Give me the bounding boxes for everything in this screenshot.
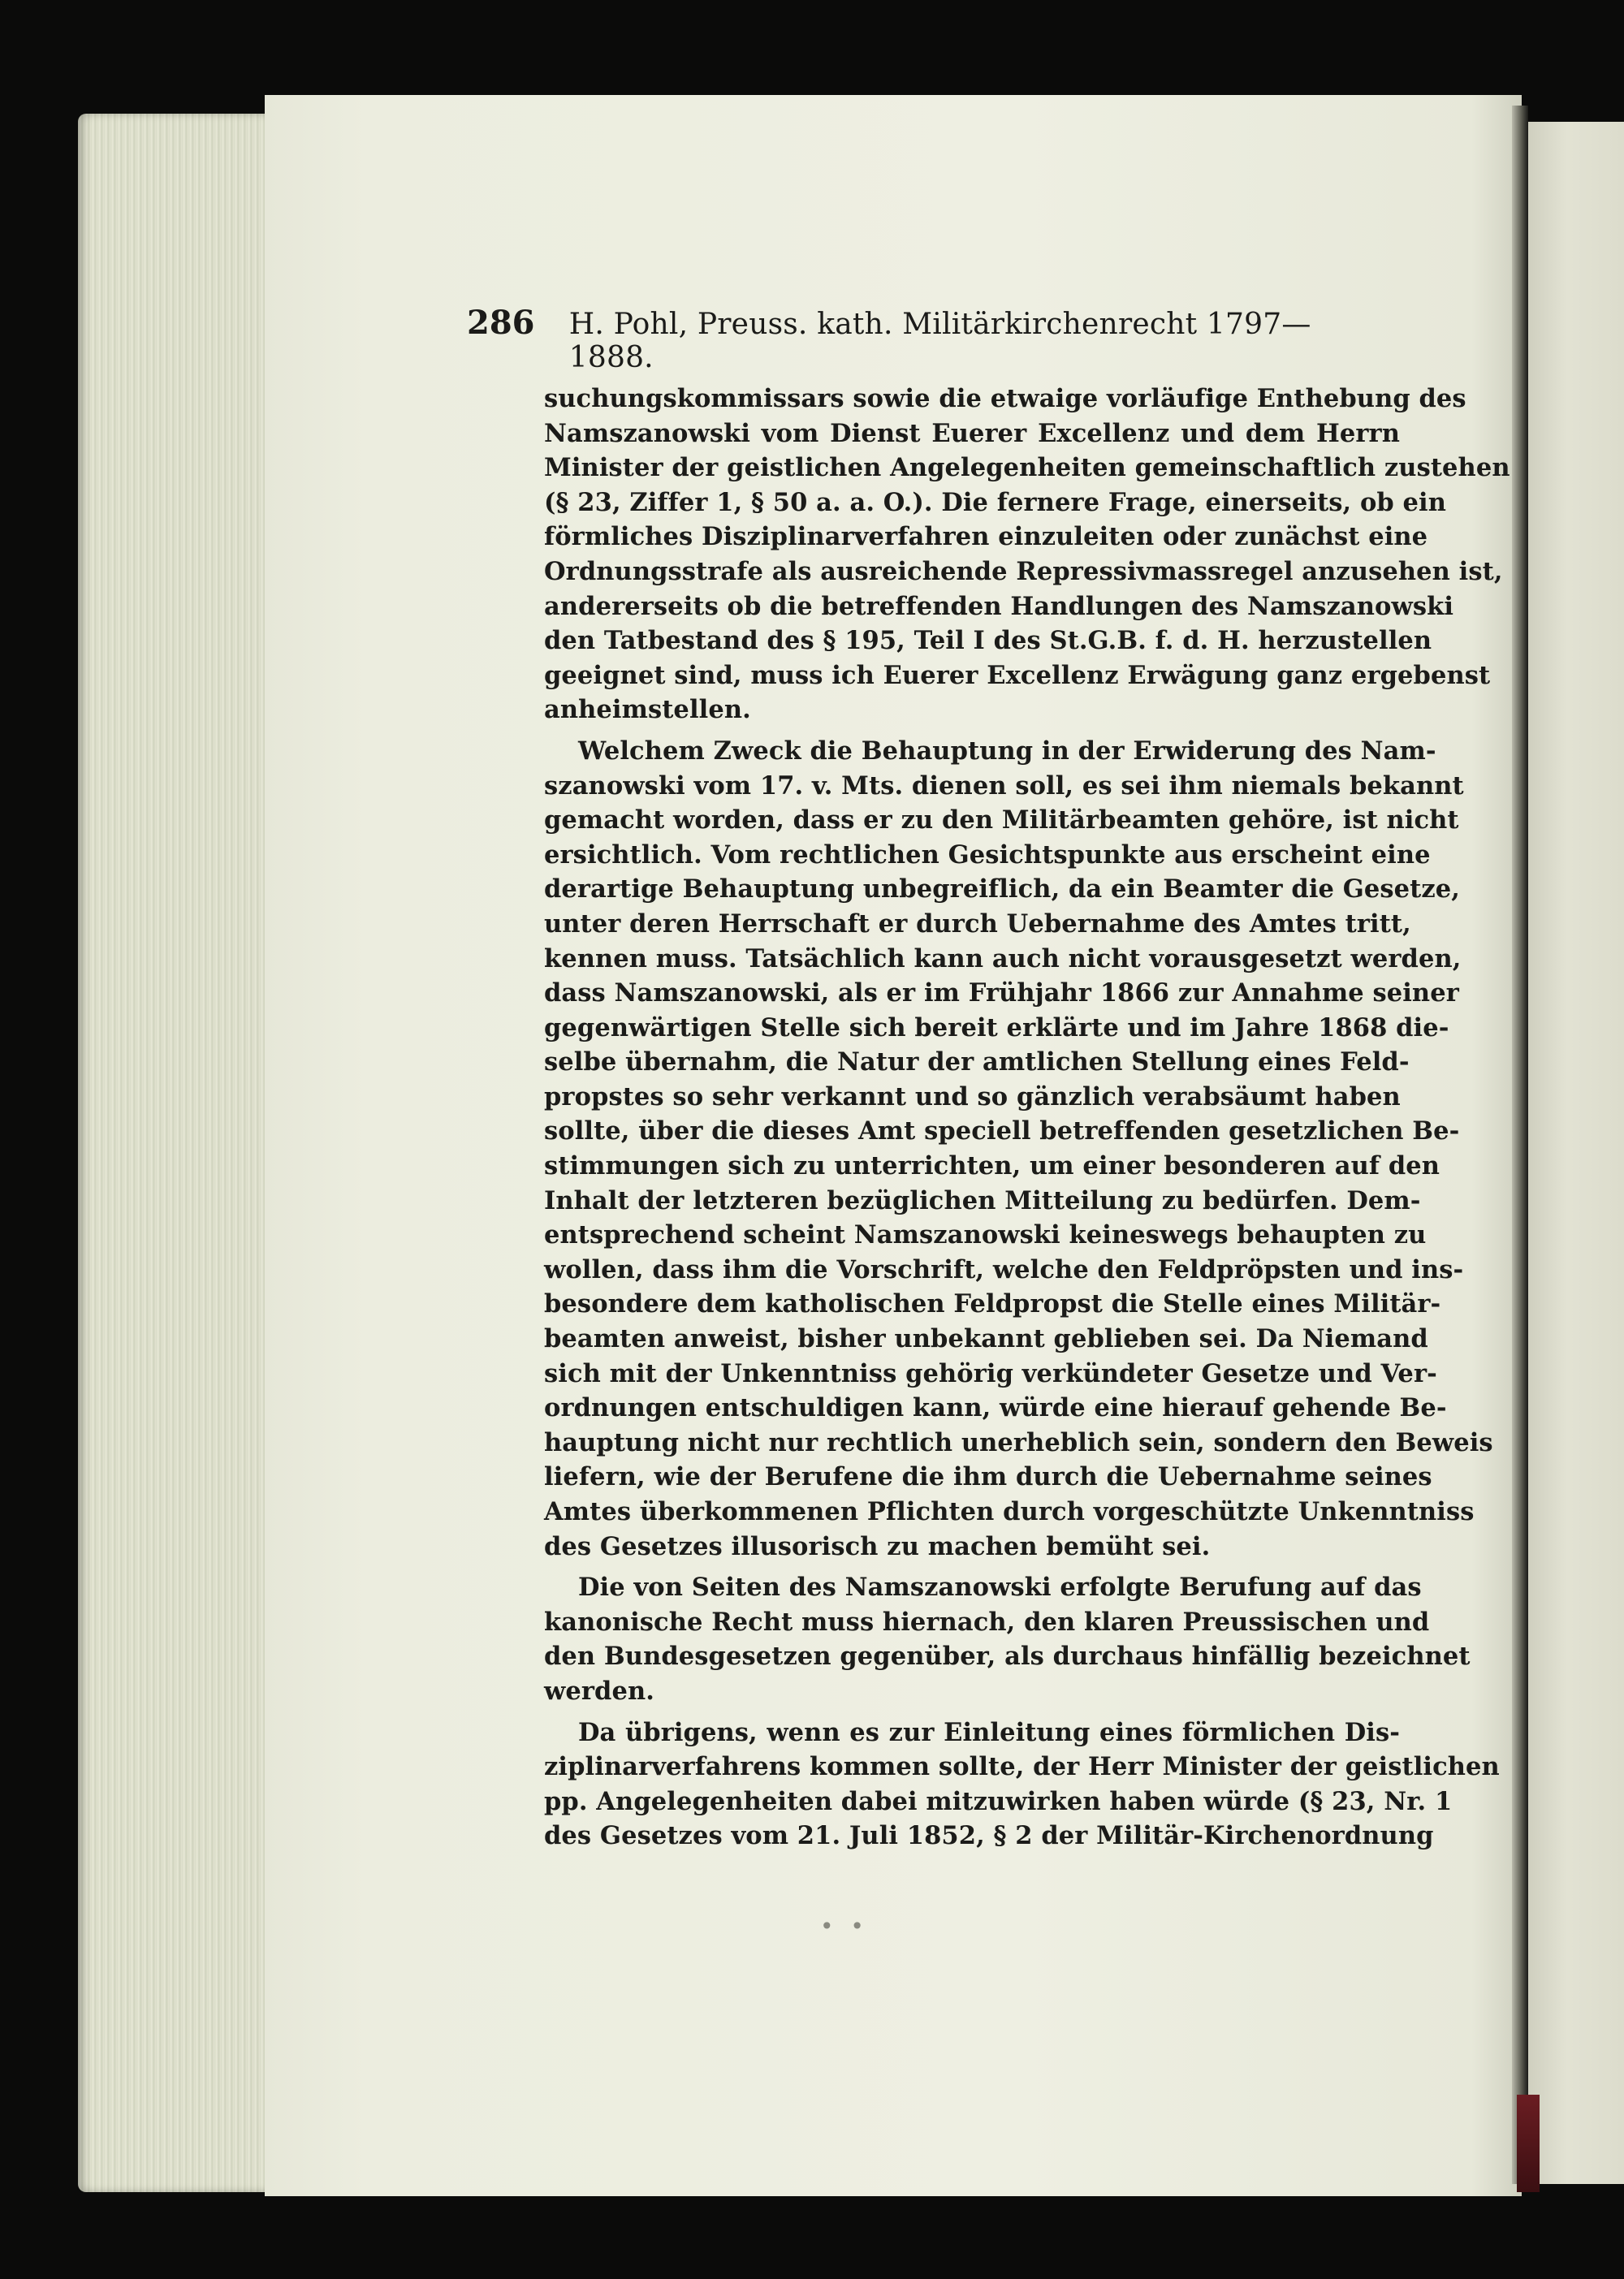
paragraph-gap xyxy=(544,727,1400,734)
text-line: Die von Seiten des Namszanowski erfolgte Berufung auf das xyxy=(578,1573,1422,1603)
body-text xyxy=(544,382,1510,1854)
text-line: Namszanowski vom Dienst Euerer Excellenz und dem Herrn xyxy=(544,418,1400,448)
text-line: selbe übernahm, die Natur der amtlichen Stellung eines Feld- xyxy=(544,1047,1410,1077)
text-line: den Tatbestand des § 195, Teil I des St.G.B. f. d. H. herzustellen xyxy=(544,626,1432,656)
text-line: sich mit der Unkenntniss gehörig verkündeter Gesetze und Ver- xyxy=(544,1358,1437,1388)
text-line: ordnungen entschuldigen kann, würde eine hierauf gehende Be- xyxy=(544,1393,1447,1423)
text-line: suchungskommissars sowie die etwaige vorläufige Enthebung des xyxy=(544,384,1466,413)
text-line: ersichtlich. Vom rechtlichen Gesichtspunkte aus erscheint eine xyxy=(544,840,1431,870)
text-line: Minister der geistlichen Angelegenheiten gemeinschaftlich zustehen xyxy=(544,453,1510,483)
text-line: (§ 23, Ziffer 1, § 50 a. a. O.). Die fernere Frage, einerseits, ob ein xyxy=(544,487,1447,517)
text-line: den Bundesgesetzen gegenüber, als durchaus hinfällig bezeichnet xyxy=(544,1642,1471,1672)
page-number: 286 xyxy=(467,304,535,342)
text-line: wollen, dass ihm die Vorschrift, welche den Feldpröpsten und ins- xyxy=(544,1254,1464,1284)
bookmark-ribbon xyxy=(1517,2095,1540,2192)
text-line: anheimstellen. xyxy=(544,695,751,725)
text-line: unter deren Herrschaft er durch Uebernahme des Amtes tritt, xyxy=(544,909,1411,939)
paragraph-gap xyxy=(544,1709,1400,1716)
text-line: besondere dem katholischen Feldpropst die Stelle eines Militär- xyxy=(544,1289,1441,1319)
pencil-mark: • • xyxy=(820,1913,869,1940)
text-line: kanonische Recht muss hiernach, den klaren Preussischen und xyxy=(544,1607,1430,1637)
text-line: förmliches Disziplinarverfahren einzuleiten oder zunächst eine xyxy=(544,522,1428,552)
text-line: liefern, wie der Berufene die ihm durch die Uebernahme seines xyxy=(544,1462,1432,1492)
paragraph xyxy=(544,1716,1500,1854)
text-line: Ordnungsstrafe als ausreichende Repressivmassregel anzusehen ist, xyxy=(544,556,1503,586)
page-stack-edges xyxy=(78,114,273,2192)
text-line: pp. Angelegenheiten dabei mitzuwirken haben würde (§ 23, Nr. 1 xyxy=(544,1786,1453,1816)
text-line: ziplinarverfahrens kommen sollte, der Herr Minister der geistlichen xyxy=(544,1752,1500,1782)
text-line: stimmungen sich zu unterrichten, um einer besonderen auf den xyxy=(544,1151,1440,1181)
paragraph-gap xyxy=(544,1564,1400,1570)
text-line: szanowski vom 17. v. Mts. dienen soll, es sei ihm niemals bekannt xyxy=(544,770,1464,801)
text-line: gemacht worden, dass er zu den Militärbeamten gehöre, ist nicht xyxy=(544,805,1459,835)
text-line: des Gesetzes illusorisch zu machen bemüht sei. xyxy=(544,1531,1211,1561)
paragraph xyxy=(544,382,1510,727)
book-gutter xyxy=(1512,106,1528,2184)
text-line: sollte, über die dieses Amt speciell betreffenden gesetzlichen Be- xyxy=(544,1116,1460,1146)
text-line: geeignet sind, muss ich Euerer Excellenz Erwägung ganz ergebenst xyxy=(544,660,1491,690)
page-header xyxy=(467,304,1311,374)
text-line: Inhalt der letzteren bezüglichen Mitteilung zu bedürfen. Dem- xyxy=(544,1185,1421,1215)
running-head: H. Pohl, Preuss. kath. Militärkirchenrecht 1797—1888. xyxy=(568,308,1311,374)
text-line: derartige Behauptung unbegreiflich, da ein Beamter die Gesetze, xyxy=(544,874,1460,904)
text-line: Welchem Zweck die Behauptung in der Erwiderung des Nam- xyxy=(578,736,1436,766)
text-line: des Gesetzes vom 21. Juli 1852, § 2 der Militär-Kirchenordnung xyxy=(544,1821,1434,1851)
text-line: beamten anweist, bisher unbekannt geblieben sei. Da Niemand xyxy=(544,1324,1428,1354)
text-line: propstes so sehr verkannt und so gänzlich verabsäumt haben xyxy=(544,1081,1401,1111)
text-line: entsprechend scheint Namszanowski keineswegs behaupten zu xyxy=(544,1220,1427,1250)
text-line: gegenwärtigen Stelle sich bereit erklärte und im Jahre 1868 die- xyxy=(544,1012,1449,1042)
text-line: Amtes überkommenen Pflichten durch vorgeschützte Unkenntniss xyxy=(544,1497,1475,1526)
text-line: werden. xyxy=(544,1676,654,1706)
paragraph xyxy=(544,734,1493,1564)
right-page-edge xyxy=(1528,122,1624,2184)
text-line: Da übrigens, wenn es zur Einleitung eines förmlichen Dis- xyxy=(578,1717,1400,1747)
paragraph xyxy=(544,1570,1471,1708)
text-line: hauptung nicht nur rechtlich unerheblich sein, sondern den Beweis xyxy=(544,1427,1493,1457)
text-line: kennen muss. Tatsächlich kann auch nicht vorausgesetzt werden, xyxy=(544,943,1462,973)
text-line: dass Namszanowski, als er im Frühjahr 1866 zur Annahme seiner xyxy=(544,978,1459,1008)
text-line: andererseits ob die betreffenden Handlungen des Namszanowski xyxy=(544,591,1454,621)
